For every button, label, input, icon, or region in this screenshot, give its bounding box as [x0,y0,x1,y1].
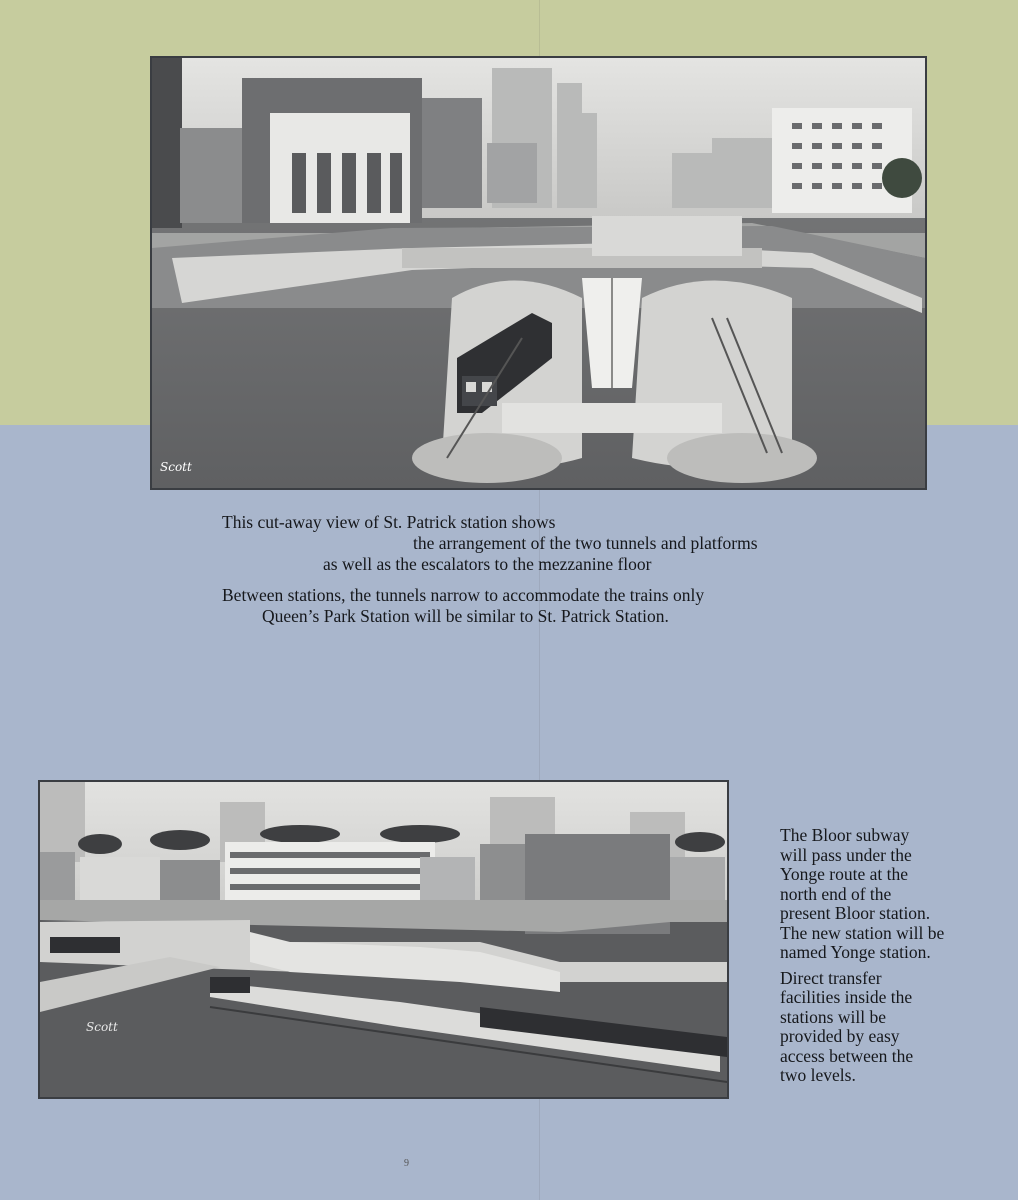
artist-signature: Scott [160,460,192,474]
caption-line: This cut-away view of St. Patrick station shows [222,512,556,532]
artist-signature: Scott [86,1020,118,1034]
caption-line: Queen’s Park Station will be similar to St. Patrick Station. [262,606,669,626]
caption-paragraph: Direct transfer facilities inside the stations will be provided by easy access between the two levels. [780,967,914,1085]
page-mark: 9 [404,1158,409,1169]
caption-line: Between stations, the tunnels narrow to accommodate the trains only [222,585,705,605]
yonge-station-illustration [38,780,729,1099]
caption-line: the arrangement of the two tunnels and platforms [413,533,758,553]
caption-line: as well as the escalators to the mezzanine floor [323,554,652,574]
yonge-station-caption [780,826,1005,1092]
st-patrick-station-illustration [150,56,927,490]
yonge-station-cutaway-drawing [40,782,727,1097]
st-patrick-cutaway-drawing [152,58,925,488]
caption-paragraph: The Bloor subway will pass under the Yonge route at the north end of the present Bloor station. The new station will be named Yonge station. [780,825,945,962]
